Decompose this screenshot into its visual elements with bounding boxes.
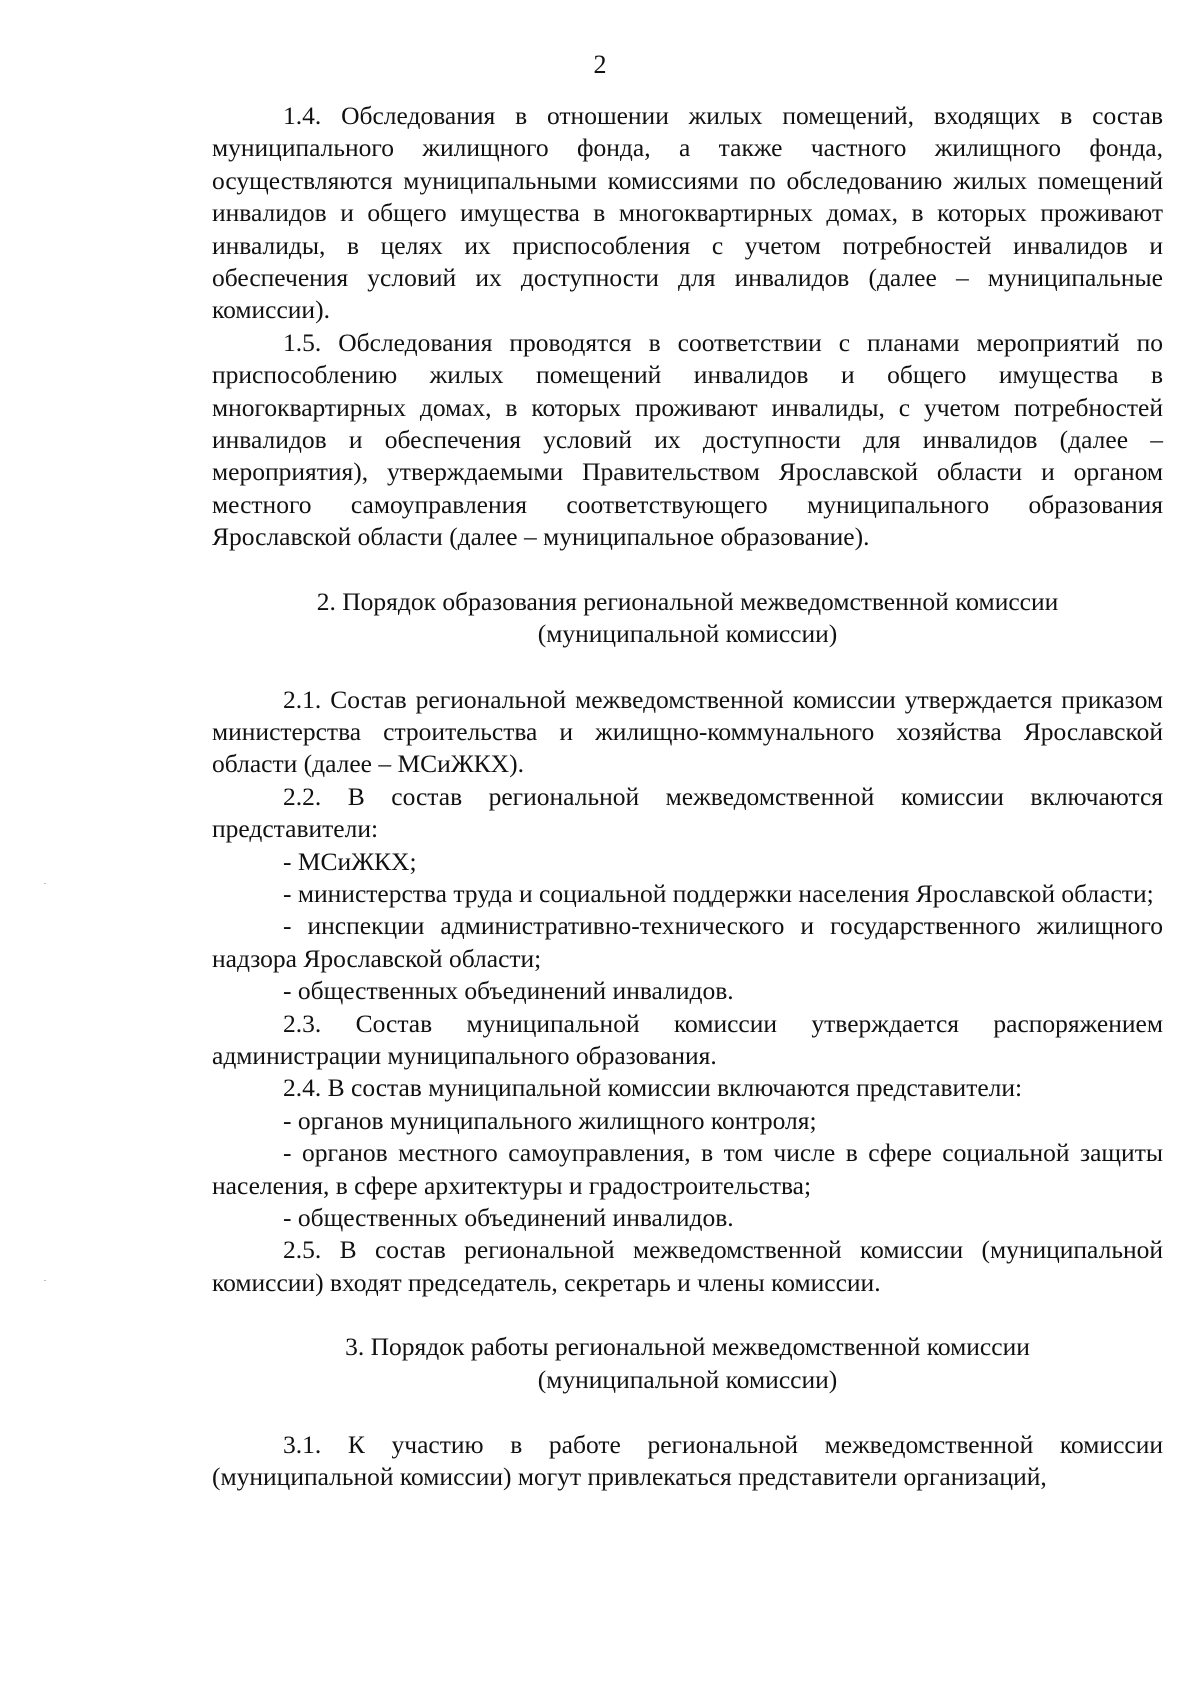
section-3-heading	[212, 1331, 1163, 1396]
paragraph-3-1: 3.1. К участию в работе региональной межведомственной комиссии (муниципальной комиссии) могут привлекаться представители организаций,	[212, 1430, 1163, 1492]
paragraph-2-4: 2.4. В состав муниципальной комиссии включаются представители:	[283, 1073, 1023, 1103]
paragraph-1-4: 1.4. Обследования в отношении жилых помещений, входящих в состав муниципального жилищного фонда, а также частного жилищного фонда, осуществляются муниципальными комиссиями по обследованию жилых помещений инвалидов и общего имущества в многоквартирных домах, в которых проживают инвалиды, в целях их приспособления с учетом потребностей инвалидов и обеспечения условий их доступности для инвалидов (далее – муниципальные комиссии).	[212, 101, 1163, 325]
margin-mark	[44, 1280, 46, 1281]
paragraph-2-2: 2.2. В состав региональной межведомственной комиссии включаются представители:	[212, 781, 1163, 844]
list-item: - органов местного самоуправления, в том числе в сфере социальной защиты населения, в сфере архитектуры и градостроительства;	[212, 1138, 1163, 1200]
list-item: - общественных объединений инвалидов.	[283, 976, 734, 1006]
list-item: - МСиЖКХ;	[283, 846, 417, 876]
list-item: - министерства труда и социальной поддержки населения Ярославской области;	[283, 878, 1154, 908]
list-item: - общественных объединений инвалидов.	[283, 1203, 734, 1232]
list-item: - инспекции административно-технического и государственного жилищного надзора Ярославской области;	[212, 911, 1163, 973]
page-number: 2	[593, 50, 607, 79]
section-2-heading-line-1: 2. Порядок образования региональной межведомственной комиссии	[316, 586, 1059, 616]
paragraph-2-1: 2.1. Состав региональной межведомственной комиссии утверждается приказом министерства строительства и жилищно-коммунального хозяйства Ярославской области (далее – МСиЖКХ).	[212, 684, 1163, 779]
paragraph-2-3: 2.3. Состав муниципальной комиссии утверждается распоряжением администрации муниципального образования.	[212, 1008, 1163, 1070]
margin-mark	[44, 883, 46, 884]
section-3-heading-line-2: (муниципальной комиссии)	[537, 1364, 838, 1394]
section-3-heading-line-1: 3. Порядок работы региональной межведомственной комиссии	[345, 1332, 1030, 1362]
list-item: - органов муниципального жилищного контроля;	[283, 1105, 817, 1135]
paragraph-1-5: 1.5. Обследования проводятся в соответствии с планами мероприятий по приспособлению жилых помещений инвалидов и общего имущества в многоквартирных домах, в которых проживают инвалиды, с учетом потребностей инвалидов и обеспечения условий их доступности для инвалидов (далее – мероприятия), утверждаемыми Правительством Ярославской области и органом местного самоуправления соответствующего муниципального образования Ярославской области (далее – муниципальное образование).	[212, 327, 1163, 552]
section-2-heading-line-2: (муниципальной комиссии)	[537, 619, 838, 649]
section-2-heading	[212, 586, 1163, 651]
paragraph-2-5: 2.5. В состав региональной межведомственной комиссии (муниципальной комиссии) входят председатель, секретарь и члены комиссии.	[212, 1235, 1163, 1297]
document-body	[212, 100, 1163, 1494]
